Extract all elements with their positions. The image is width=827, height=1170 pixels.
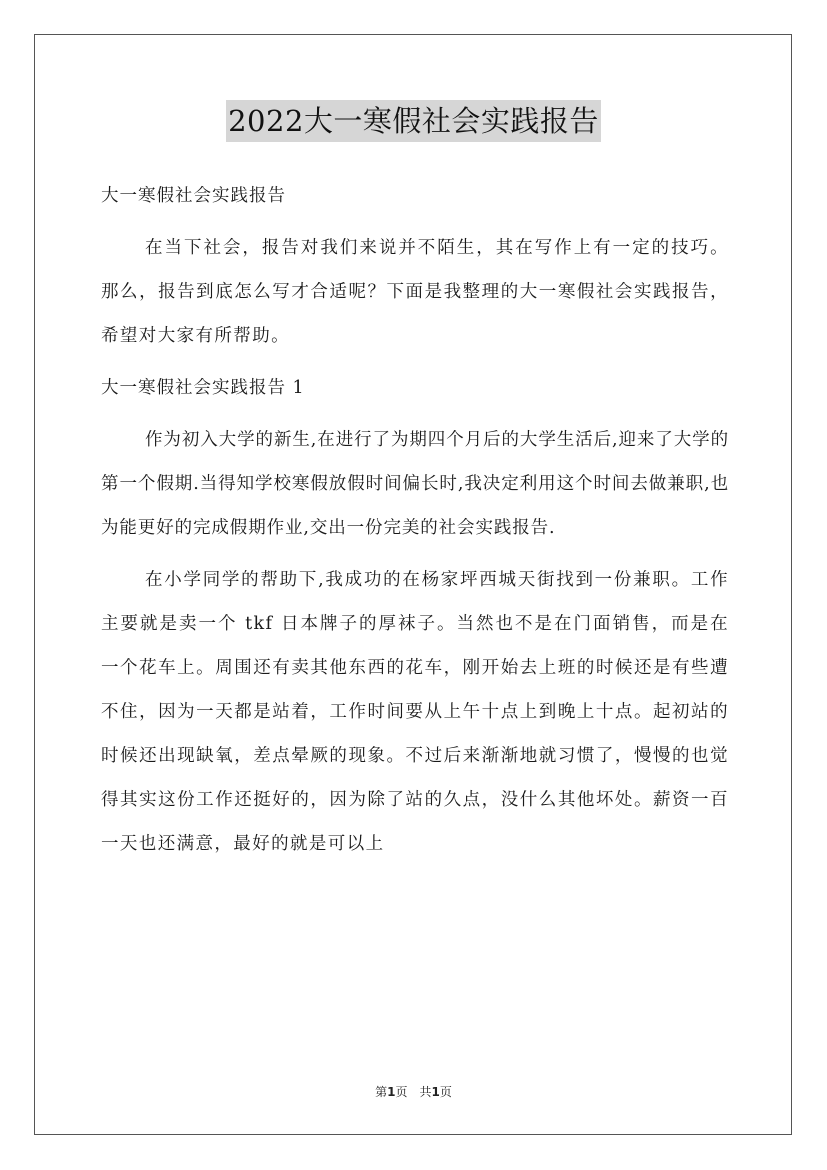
body-paragraph: 作为初入大学的新生,在进行了为期四个月后的大学生活后,迎来了大学的第一个假期.当得知学校寒假放假时间偏长时,我决定利用这个时间去做兼职,也为能更好的完成假期作业,交出一份完美的社会实践报告. [101,430,729,538]
total-pages: 1 [431,1085,440,1099]
total-suffix: 页 [439,1085,452,1099]
document-title: 2022大一寒假社会实践报告 [226,100,601,142]
page-suffix: 页 [395,1085,408,1099]
page-number: 1 [387,1085,396,1099]
intro-paragraph: 在当下社会，报告对我们来说并不陌生，其在写作上有一定的技巧。那么，报告到底怎么写才合适呢？下面是我整理的大一寒假社会实践报告，希望对大家有所帮助。 [101,238,729,346]
page-footer [0,1083,827,1100]
document-body [101,174,729,866]
body-paragraph: 在小学同学的帮助下,我成功的在杨家坪西城天街找到一份兼职。工作主要就是卖一个 tkf 日本牌子的厚袜子。当然也不是在门面销售，而是在一个花车上。周围还有卖其他东西的花车，刚开始去上班的时候还是有些遭不住，因为一天都是站着，工作时间要从上午十点上到晚上十点。起初站的时候还出现缺氧，差点晕厥的现象。不过后来渐渐地就习惯了，慢慢的也觉得其实这份工作还挺好的，因为除了站的久点，没什么其他坏处。薪资一百一天也还满意，最好的就是可以上 [101,570,729,854]
page-prefix: 第 [375,1085,388,1099]
section-heading: 大一寒假社会实践报告 1 [101,378,305,398]
title-container [0,100,827,142]
total-prefix: 共 [419,1085,432,1099]
document-subtitle: 大一寒假社会实践报告 [101,186,286,206]
